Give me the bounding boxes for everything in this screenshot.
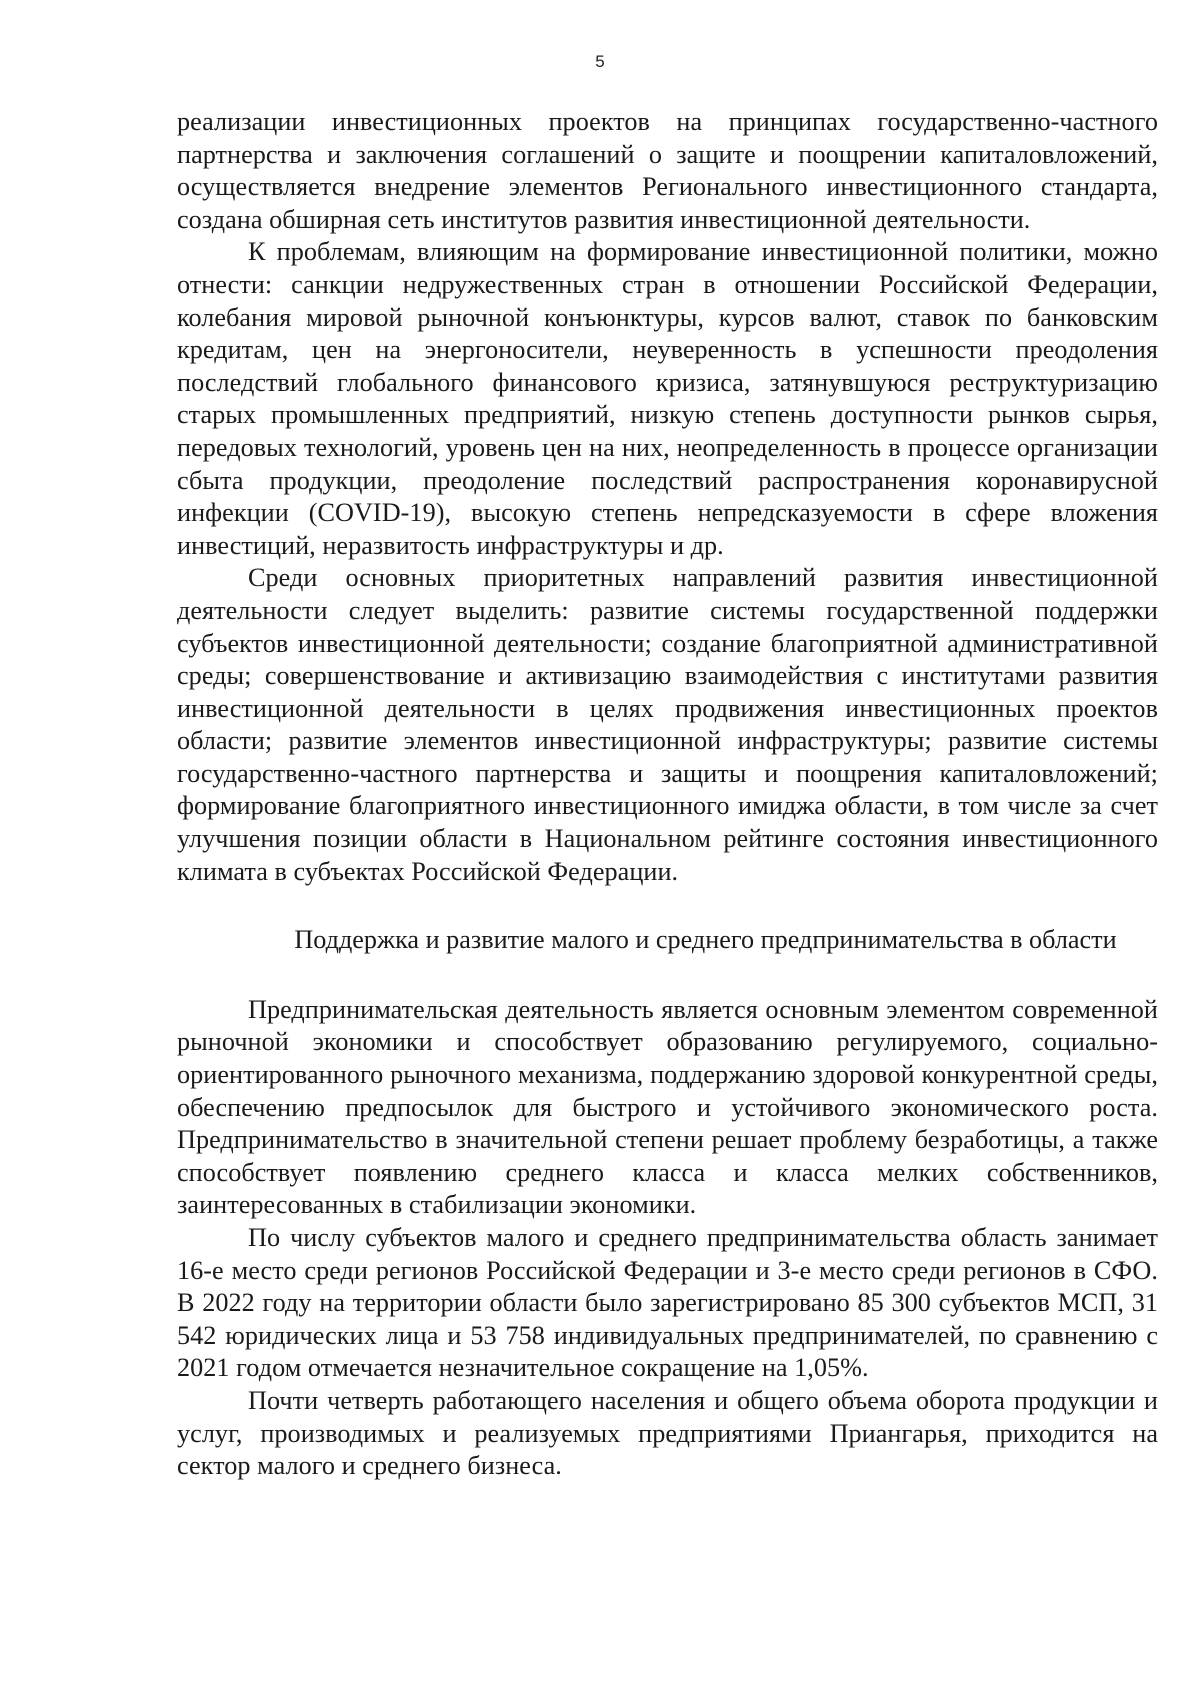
section-heading-sme-support: Поддержка и развитие малого и среднего предпринимательства в области <box>294 925 1117 955</box>
paragraph-investment-continuation: реализации инвестиционных проектов на принципах государственно-частного партнерства и заключения соглашений о защите и поощрении капиталовложений, осуществляется внедрение элементов Регионального инвестиционного стандарта, создана обширная сеть институтов развития инвестиционной деятельности. <box>177 107 1158 234</box>
paragraph-investment-problems: К проблемам, влияющим на формирование инвестиционной политики, можно отнести: санкции недружественных стран в отношении Российской Федерации, колебания мировой рыночной конъюнктуры, курсов валют, ставок по банковским кредитам, цен на энергоносители, неуверенность в успешности преодоления последствий глобального финансового кризиса, затянувшуюся реструктуризацию старых промышленных предприятий, низкую степень доступности рынков сырья, передовых технологий, уровень цен на них, неопределенность в процессе организации сбыта продукции, преодоление последствий распространения коронавирусной инфекции (COVID-19), высокую степень непредсказуемости в сфере вложения инвестиций, неразвитость инфраструктуры и др. <box>177 237 1158 560</box>
paragraph-entrepreneurship-role: Предпринимательская деятельность является основным элементом современной рыночной экономики и способствует образованию регулируемого, социально-ориентированного рыночного механизма, поддержанию здоровой конкурентной среды, обеспечению предпосылок для быстрого и устойчивого экономического роста. Предпринимательство в значительной степени решает проблему безработицы, а также способствует появлению среднего класса и класса мелких собственников, заинтересованных в стабилизации экономики. <box>177 994 1158 1220</box>
page-number: 5 <box>595 52 605 71</box>
paragraph-sme-statistics: По числу субъектов малого и среднего предпринимательства область занимает 16-е место среди регионов Российской Федерации и 3-е место среди регионов в СФО. В 2022 году на территории области было зарегистрировано 85 300 субъектов МСП, 31 542 юридических лица и 53 758 индивидуальных предпринимателей, по сравнению с 2021 годом отмечается незначительное сокращение на 1,05%. <box>177 1223 1158 1383</box>
paragraph-sme-share: Почти четверть работающего населения и общего объема оборота продукции и услуг, производимых и реализуемых предприятиями Приангарья, приходится на сектор малого и среднего бизнеса. <box>177 1385 1158 1481</box>
document-body <box>177 106 1158 1483</box>
paragraph-investment-priorities: Среди основных приоритетных направлений развития инвестиционной деятельности следует выделить: развитие системы государственной поддержки субъектов инвестиционной деятельности; создание благоприятной административной среды; совершенствование и активизацию взаимодействия с институтами развития инвестиционной деятельности в целях продвижения инвестиционных проектов области; развитие элементов инвестиционной инфраструктуры; развитие системы государственно-частного партнерства и защиты и поощрения капиталовложений; формирование благоприятного инвестиционного имиджа области, в том числе за счет улучшения позиции области в Национальном рейтинге состояния инвестиционного климата в субъектах Российской Федерации. <box>177 563 1158 886</box>
